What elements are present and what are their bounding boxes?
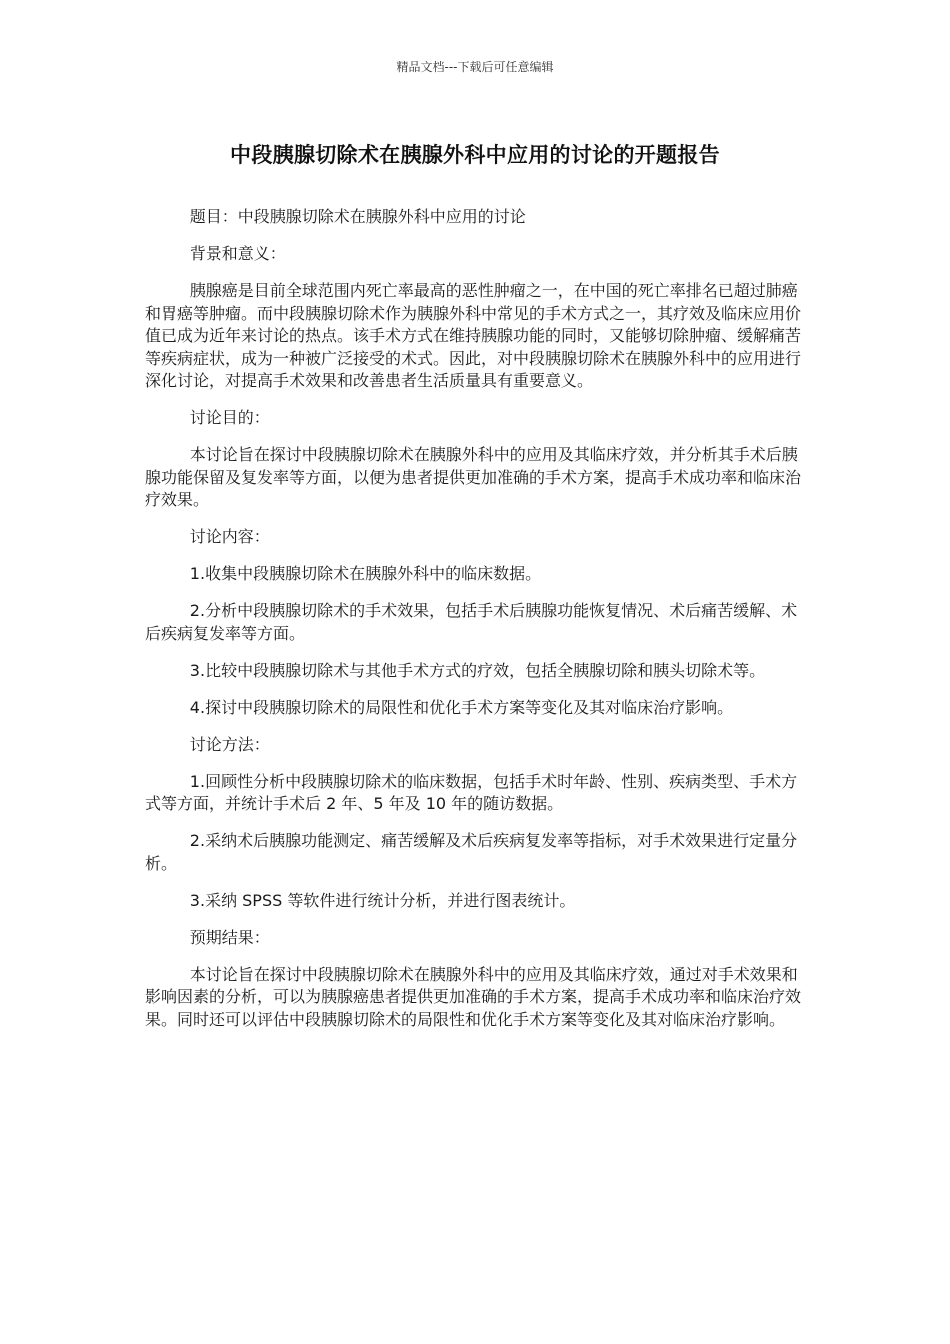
document-body bbox=[145, 206, 813, 1046]
topic-line: 题目：中段胰腺切除术在胰腺外科中应用的讨论 bbox=[189, 207, 526, 226]
method-item-1: 1.回顾性分析中段胰腺切除术的临床数据，包括手术时年龄、性别、疾病类型、手术方式等方面，并统计手术后 2 年、5 年及 10 年的随访数据。 bbox=[145, 771, 798, 813]
section-heading-method: 讨论方法： bbox=[189, 734, 270, 754]
content-item-3: 3.比较中段胰腺切除术与其他手术方式的疗效，包括全胰腺切除和胰头切除术等。 bbox=[189, 660, 766, 680]
background-paragraph: 胰腺癌是目前全球范围内死亡率最高的恶性肿瘤之一，在中国的死亡率排名已超过肺癌和胃癌等肿瘤。而中段胰腺切除术作为胰腺外科中常见的手术方式之一，其疗效及临床应用价值已成为近年来讨论的热点。该手术方式在维持胰腺功能的同时，又能够切除肿瘤、缓解痛苦等疾病症状，成为一种被广泛接受的术式。因此，对中段胰腺切除术在胰腺外科中的应用进行深化讨论，对提高手术效果和改善患者生活质量具有重要意义。 bbox=[145, 281, 802, 390]
document-title: 中段胰腺切除术在胰腺外科中应用的讨论的开题报告 bbox=[230, 143, 720, 167]
section-heading-background: 背景和意义： bbox=[189, 244, 286, 263]
method-item-3: 3.采纳 SPSS 等软件进行统计分析，并进行图表统计。 bbox=[189, 890, 576, 910]
purpose-paragraph: 本讨论旨在探讨中段胰腺切除术在胰腺外科中的应用及其临床疗效，并分析其手术后胰腺功能保留及复发率等方面，以便为患者提供更加准确的手术方案，提高手术成功率和临床治疗效果。 bbox=[145, 445, 802, 509]
content-item-4: 4.探讨中段胰腺切除术的局限性和优化手术方案等变化及其对临床治疗影响。 bbox=[189, 697, 734, 717]
section-heading-expected: 预期结果： bbox=[189, 927, 270, 947]
expected-paragraph: 本讨论旨在探讨中段胰腺切除术在胰腺外科中的应用及其临床疗效，通过对手术效果和影响因素的分析，可以为胰腺癌患者提供更加准确的手术方案，提高手术成功率和临床治疗效果。同时还可以评估中段胰腺切除术的局限性和优化手术方案等变化及其对临床治疗影响。 bbox=[145, 964, 802, 1029]
section-heading-content: 讨论内容： bbox=[189, 527, 270, 546]
content-item-1: 1.收集中段胰腺切除术在胰腺外科中的临床数据。 bbox=[189, 564, 542, 583]
content-item-2: 2.分析中段胰腺切除术的手术效果，包括手术后胰腺功能恢复情况、术后痛苦缓解、术后疾病复发率等方面。 bbox=[145, 601, 798, 643]
section-heading-purpose: 讨论目的： bbox=[189, 408, 270, 427]
page-header: 精品文档---下载后可任意编辑 bbox=[396, 60, 554, 74]
method-item-2: 2.采纳术后胰腺功能测定、痛苦缓解及术后疾病复发率等指标，对手术效果进行定量分析。 bbox=[145, 831, 798, 873]
